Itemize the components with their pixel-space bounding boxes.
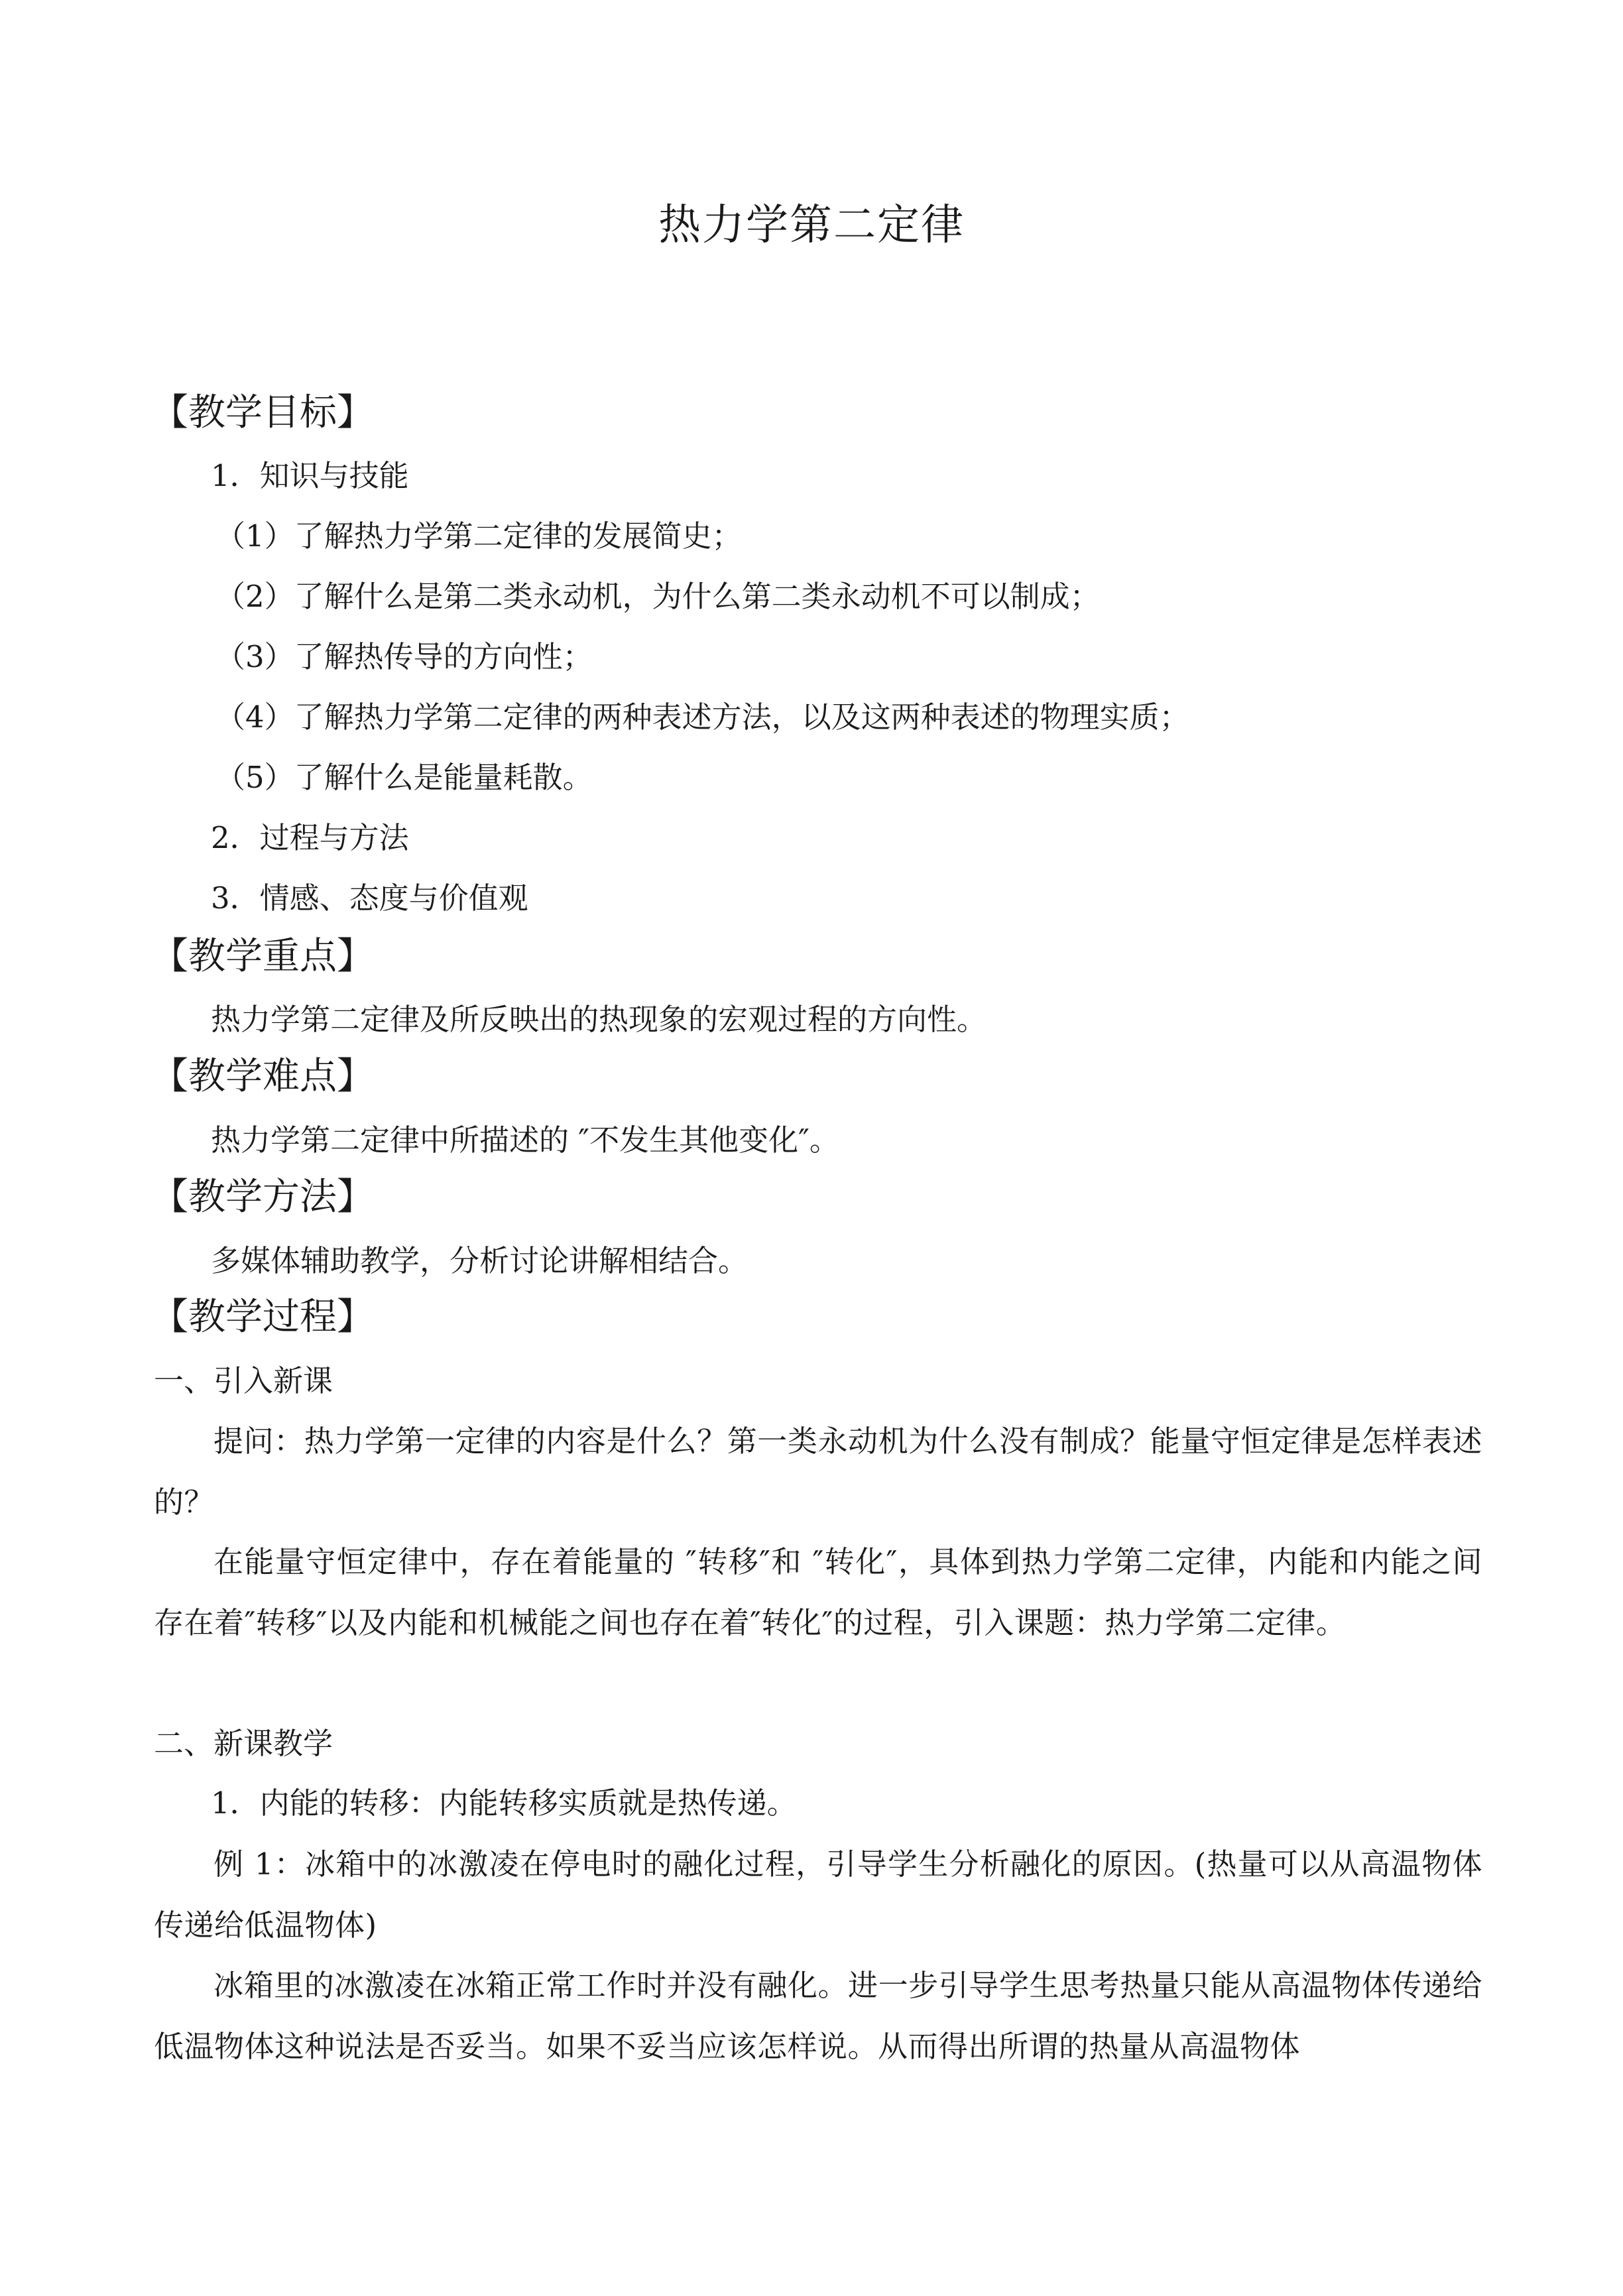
- heading-difficulties: 【教学难点】: [151, 1055, 374, 1098]
- objective-process-title: 2．过程与方法: [211, 820, 409, 855]
- process-part2-paragraph: 冰箱里的冰激凌在冰箱正常工作时并没有融化。进一步引导学生思考热量只能从高温物体传递给低温物体这种说法是否妥当。如果不妥当应该怎样说。从而得出所谓的热量从高温物体: [154, 1968, 1482, 2064]
- process-part2-title: 二、新课教学: [154, 1726, 333, 1761]
- process-part2-sub1: 1．内能的转移：内能转移实质就是热传递。: [211, 1785, 797, 1821]
- difficulties-text: 热力学第二定律中所描述的 ″不发生其他变化″。: [211, 1122, 839, 1158]
- objective-item-3: （3）了解热传导的方向性；: [215, 639, 593, 674]
- methods-text: 多媒体辅助教学，分析讨论讲解相结合。: [211, 1243, 749, 1278]
- process-part2-example1: 例 1：冰箱中的冰激凌在停电时的融化过程，引导学生分析融化的原因。(热量可以从高温物体传递给低温物体): [154, 1846, 1482, 1943]
- heading-teaching-methods: 【教学方法】: [151, 1176, 374, 1219]
- objective-item-4: （4）了解热力学第二定律的两种表述方法，以及这两种表述的物理实质；: [215, 699, 1189, 735]
- heading-key-points: 【教学重点】: [151, 935, 374, 978]
- key-points-text: 热力学第二定律及所反映出的热现象的宏观过程的方向性。: [211, 1002, 987, 1037]
- process-part1-intro: 在能量守恒定律中，存在着能量的 ″转移″和 ″转化″，具体到热力学第二定律，内能和内能之间存在着″转移″以及内能和机械能之间也存在着″转化″的过程，引入课题：热力学第二定律。: [154, 1544, 1482, 1640]
- process-part1-title: 一、引入新课: [154, 1363, 333, 1398]
- process-part1-question: 提问：热力学第一定律的内容是什么？第一类永动机为什么没有制成？能量守恒定律是怎样表述的？: [154, 1423, 1482, 1520]
- objective-item-5: （5）了解什么是能量耗散。: [215, 760, 593, 795]
- objective-item-2: （2）了解什么是第二类永动机，为什么第二类永动机不可以制成；: [215, 579, 1100, 614]
- heading-teaching-objectives: 【教学目标】: [151, 391, 374, 434]
- objective-emotion-title: 3．情感、态度与价值观: [211, 880, 528, 916]
- objective-item-1: （1）了解热力学第二定律的发展简史；: [215, 518, 742, 554]
- objective-knowledge-title: 1．知识与技能: [211, 458, 409, 493]
- heading-teaching-process: 【教学过程】: [151, 1296, 374, 1339]
- document-title: 热力学第二定律: [658, 201, 965, 250]
